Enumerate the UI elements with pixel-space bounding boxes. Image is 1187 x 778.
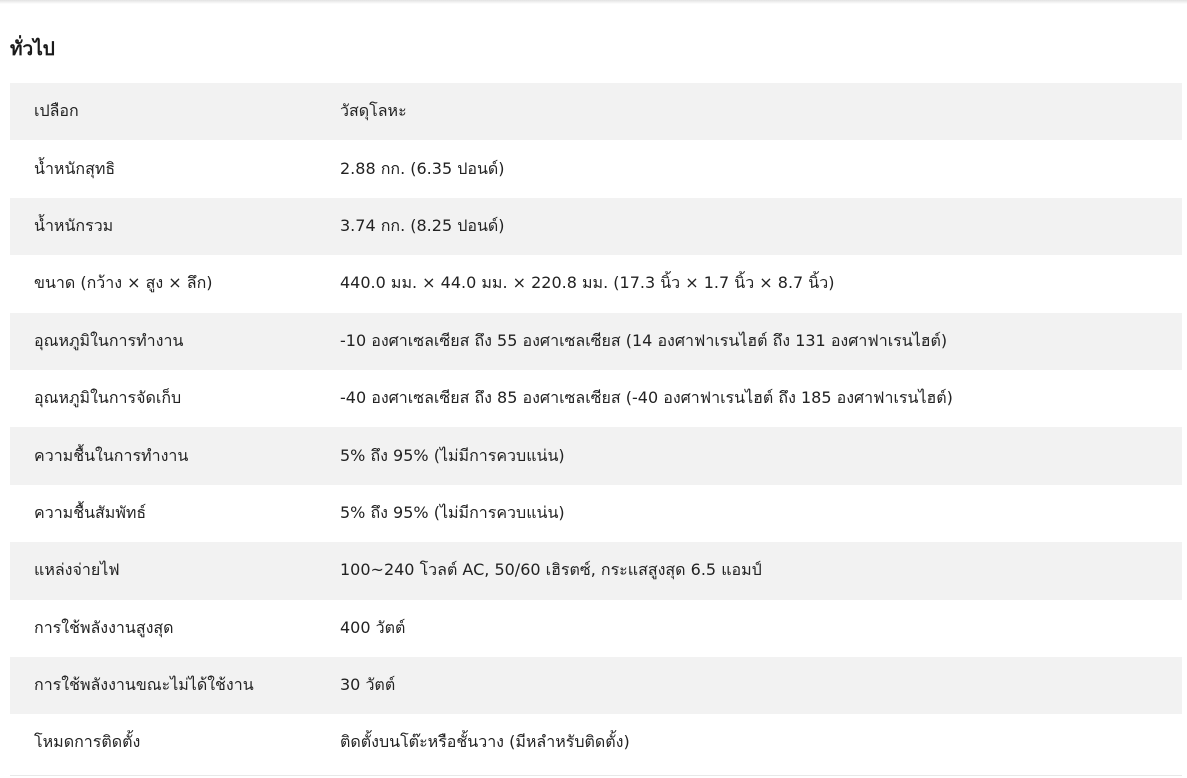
spec-value: 3.74 กก. (8.25 ปอนด์) <box>340 198 1182 255</box>
spec-row <box>10 140 1182 197</box>
spec-label: น้ำหนักสุทธิ <box>34 158 116 178</box>
spec-row <box>10 657 1182 714</box>
spec-label: ขนาด (กว้าง × สูง × ลึก) <box>34 273 213 293</box>
spec-value: 5% ถึง 95% (ไม่มีการควบแน่น) <box>340 502 565 522</box>
section-title: ทั่วไป <box>10 38 55 60</box>
spec-row <box>10 427 1182 484</box>
spec-row <box>10 198 1182 255</box>
spec-row <box>10 542 1182 599</box>
spec-label: ความชื้นสัมพัทธ์ <box>34 502 147 522</box>
spec-label: แหล่งจ่ายไฟ <box>10 542 340 599</box>
spec-label: ความชื้นในการทำงาน <box>10 427 340 484</box>
spec-row <box>10 485 1182 542</box>
spec-value: 5% ถึง 95% (ไม่มีการควบแน่น) <box>340 427 1182 484</box>
spec-label: อุณหภูมิในการทำงาน <box>10 313 340 370</box>
spec-row <box>10 313 1182 370</box>
spec-label: โหมดการติดตั้ง <box>34 732 141 752</box>
spec-label: การใช้พลังงานขณะไม่ได้ใช้งาน <box>10 657 340 714</box>
spec-label: อุณหภูมิในการจัดเก็บ <box>34 388 182 408</box>
spec-value: ติดตั้งบนโต๊ะหรือชั้นวาง (มีหลำหรับติดตั้ง) <box>340 732 630 752</box>
spec-value: -10 องศาเซลเซียส ถึง 55 องศาเซลเซียส (14 องศาฟาเรนไฮต์ ถึง 131 องศาฟาเรนไฮต์) <box>340 313 1182 370</box>
spec-label: การใช้พลังงานสูงสุด <box>34 617 174 637</box>
header-shadow <box>0 0 1187 4</box>
spec-row <box>10 714 1182 771</box>
spec-table <box>10 83 1182 772</box>
spec-row <box>10 370 1182 427</box>
table-bottom-divider <box>10 775 1182 776</box>
spec-value: 440.0 มม. × 44.0 มม. × 220.8 มม. (17.3 นิ้ว × 1.7 นิ้ว × 8.7 นิ้ว) <box>340 273 835 293</box>
spec-value: วัสดุโลหะ <box>340 83 1182 140</box>
spec-label: น้ำหนักรวม <box>10 198 340 255</box>
spec-row <box>10 255 1182 312</box>
spec-label: เปลือก <box>10 83 340 140</box>
spec-row <box>10 83 1182 140</box>
spec-value: 100~240 โวลต์ AC, 50/60 เฮิรตซ์, กระแสสูงสุด 6.5 แอมป์ <box>340 542 1182 599</box>
spec-value: 30 วัตต์ <box>340 657 1182 714</box>
spec-value: -40 องศาเซลเซียส ถึง 85 องศาเซลเซียส (-40 องศาฟาเรนไฮต์ ถึง 185 องศาฟาเรนไฮต์) <box>340 388 953 408</box>
spec-value: 2.88 กก. (6.35 ปอนด์) <box>340 158 505 178</box>
spec-value: 400 วัตต์ <box>340 617 406 637</box>
spec-row <box>10 600 1182 657</box>
